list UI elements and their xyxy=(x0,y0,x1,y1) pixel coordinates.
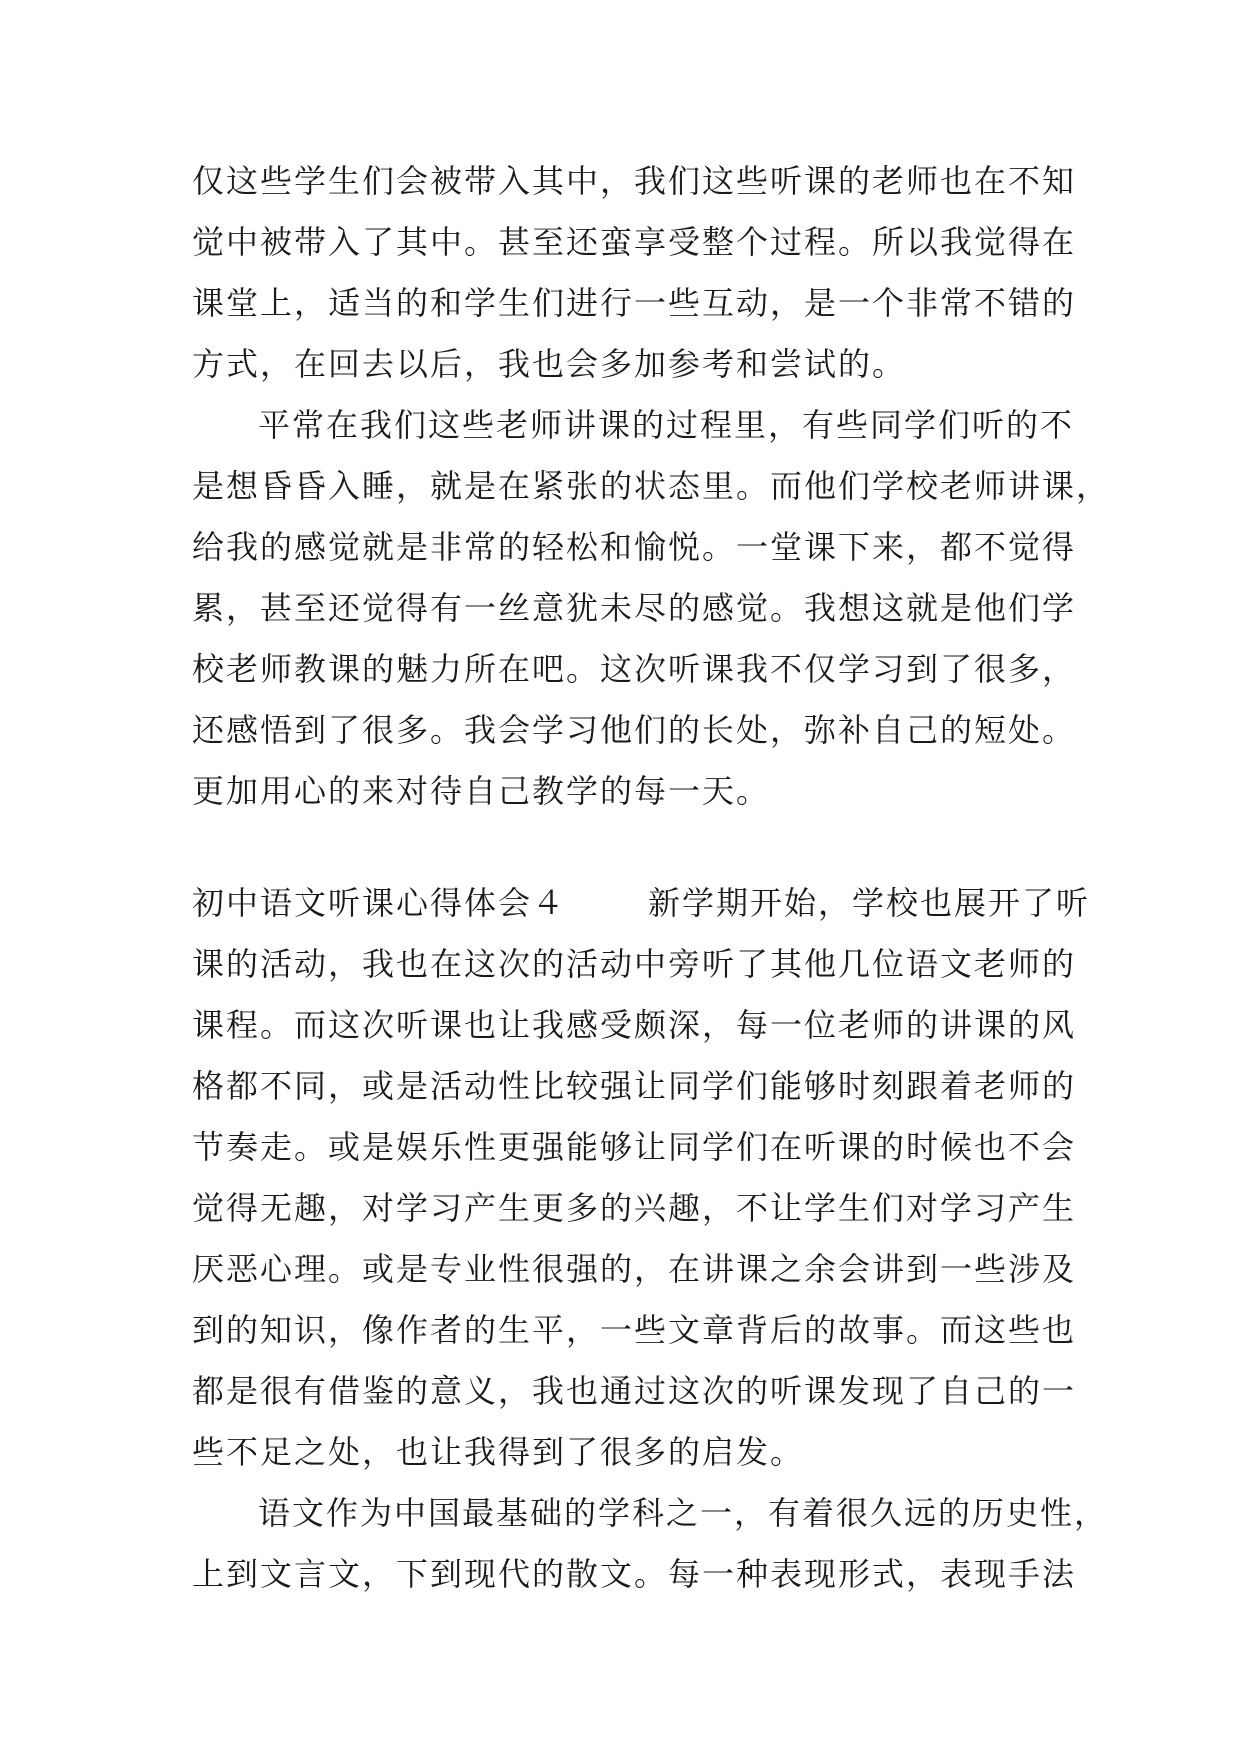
paragraph-line: 课堂上，适当的和学生们进行一些互动，是一个非常不错的 xyxy=(192,284,1077,322)
paragraph-line: 格都不同，或是活动性比较强让同学们能够时刻跟着老师的 xyxy=(192,1067,1077,1105)
paragraph-line: 上到文言文，下到现代的散文。每一种表现形式，表现手法 xyxy=(192,1555,1077,1593)
section-heading-line xyxy=(192,883,1091,923)
paragraph-line: 还感悟到了很多。我会学习他们的长处，弥补自己的短处。 xyxy=(192,711,1077,749)
section-heading: 初中语文听课心得体会４ xyxy=(192,884,567,922)
paragraph-line: 觉得无趣，对学习产生更多的兴趣，不让学生们对学习产生 xyxy=(192,1189,1077,1227)
paragraph-line: 些不足之处，也让我得到了很多的启发。 xyxy=(192,1433,805,1471)
paragraph-line: 语文作为中国最基础的学科之一，有着很久远的历史性， xyxy=(258,1494,1109,1532)
paragraph-line: 给我的感觉就是非常的轻松和愉悦。一堂课下来，都不觉得 xyxy=(192,528,1077,566)
paragraph-line: 是想昏昏入睡，就是在紧张的状态里。而他们学校老师讲课， xyxy=(192,467,1111,505)
paragraph-line: 觉中被带入了其中。甚至还蛮享受整个过程。所以我觉得在 xyxy=(192,223,1077,261)
paragraph-line: 平常在我们这些老师讲课的过程里，有些同学们听的不 xyxy=(258,406,1075,444)
paragraph-line: 校老师教课的魅力所在吧。这次听课我不仅学习到了很多， xyxy=(192,650,1077,688)
paragraph-line: 课程。而这次听课也让我感受颇深，每一位老师的讲课的风 xyxy=(192,1006,1077,1044)
paragraph-line: 更加用心的来对待自己教学的每一天。 xyxy=(192,772,771,810)
paragraph-line: 累，甚至还觉得有一丝意犹未尽的感觉。我想这就是他们学 xyxy=(192,589,1077,627)
paragraph-line: 节奏走。或是娱乐性更强能够让同学们在听课的时候也不会 xyxy=(192,1128,1077,1166)
paragraph-line: 仅这些学生们会被带入其中，我们这些听课的老师也在不知 xyxy=(192,162,1077,200)
paragraph-line-start: 新学期开始，学校也展开了听 xyxy=(648,884,1091,922)
paragraph-line: 方式，在回去以后，我也会多加参考和尝试的。 xyxy=(192,345,907,383)
paragraph-line: 到的知识，像作者的生平，一些文章背后的故事。而这些也 xyxy=(192,1311,1077,1349)
paragraph-line: 厌恶心理。或是专业性很强的，在讲课之余会讲到一些涉及 xyxy=(192,1250,1077,1288)
paragraph-line: 都是很有借鉴的意义，我也通过这次的听课发现了自己的一 xyxy=(192,1372,1077,1410)
paragraph-line: 课的活动，我也在这次的活动中旁听了其他几位语文老师的 xyxy=(192,945,1077,983)
